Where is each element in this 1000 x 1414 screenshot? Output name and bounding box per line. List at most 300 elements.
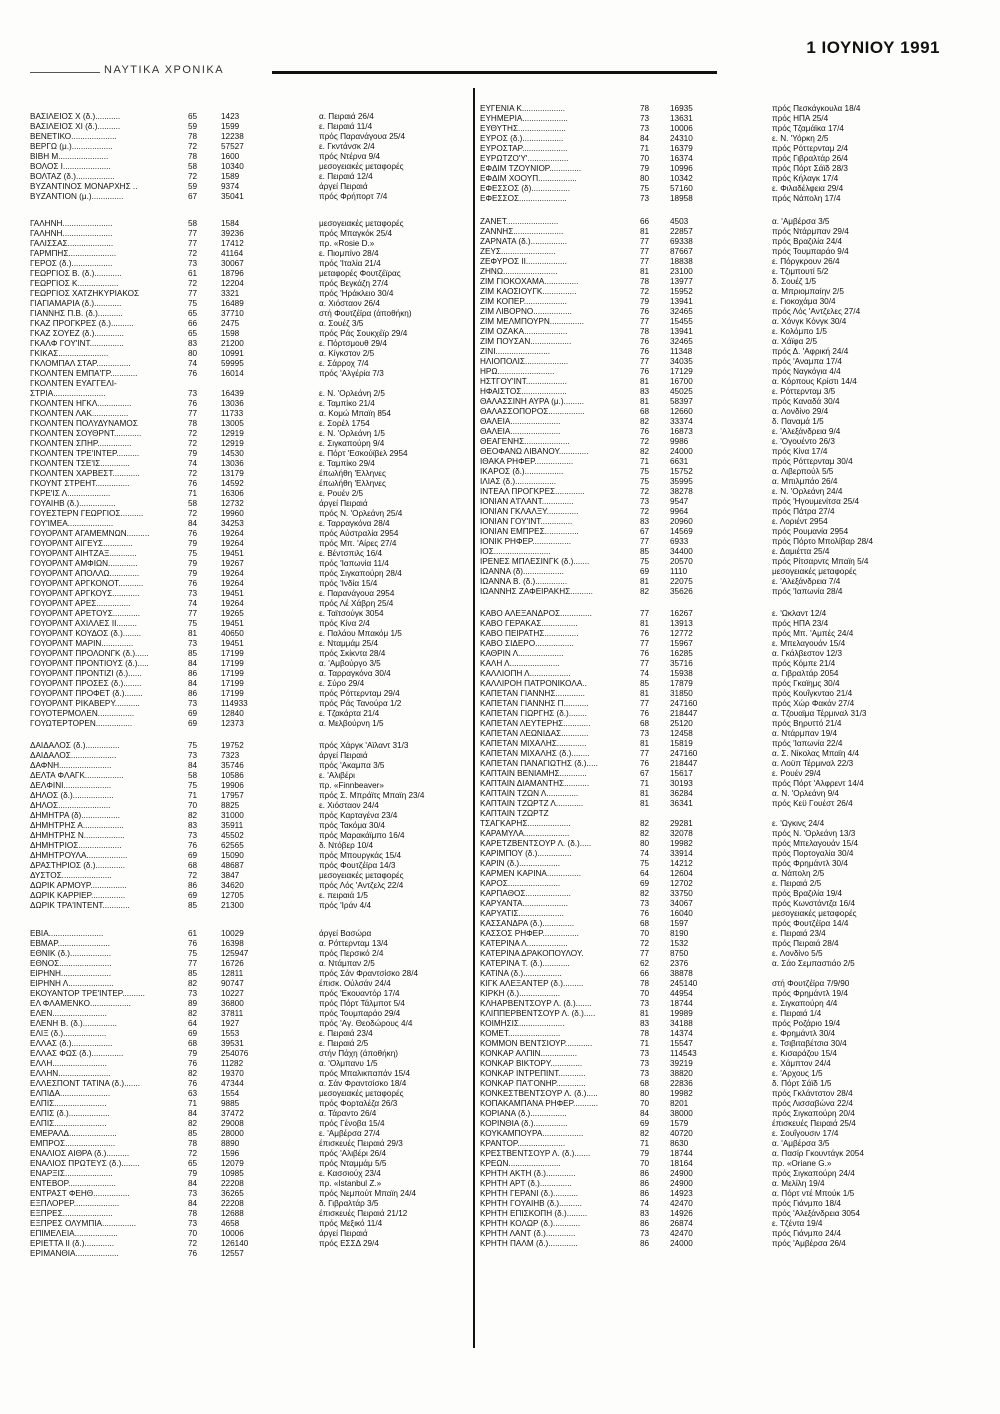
tonnage: 35041 bbox=[221, 192, 244, 201]
position-note: πρός Κωνστάντζα 16/4 bbox=[772, 899, 856, 908]
position-note: πρός Βραζιλία 24/4 bbox=[772, 237, 843, 246]
position-note: μεσογειακές μεταφορές bbox=[319, 1089, 404, 1098]
position-note: πρός Πόρτο Μπολίβαρ 28/4 bbox=[772, 537, 874, 546]
position-note: πρός Φουτζέϊρα 14/3 bbox=[319, 861, 396, 870]
ship-row bbox=[480, 257, 950, 267]
ship-row bbox=[480, 1079, 950, 1089]
tonnage: 8750 bbox=[670, 949, 689, 958]
tonnage: 14926 bbox=[670, 1209, 693, 1218]
tonnage: 34188 bbox=[670, 1019, 693, 1028]
ship-block bbox=[480, 104, 950, 204]
build-year: 77 bbox=[640, 749, 650, 758]
position-note: άργεί Πειραιά bbox=[319, 182, 368, 191]
tonnage: 12688 bbox=[221, 1209, 244, 1218]
build-year: 84 bbox=[188, 519, 198, 528]
ship-name: ΓΚΑΛΦ ΓΟΥ'ΙΝΤ............... bbox=[30, 339, 124, 348]
tonnage: 15938 bbox=[670, 669, 693, 678]
build-year: 59 bbox=[188, 122, 198, 131]
tonnage: 12772 bbox=[670, 629, 693, 638]
position-note: ε. Πειραιά 1/4 bbox=[772, 1009, 822, 1018]
build-year: 77 bbox=[188, 239, 198, 248]
position-note: πρός Ρίτσαρντς Μπαϊη 5/4 bbox=[772, 557, 869, 566]
tonnage: 1110 bbox=[670, 567, 687, 576]
build-year: 81 bbox=[640, 739, 650, 748]
ship-row bbox=[30, 122, 500, 132]
tonnage: 16285 bbox=[670, 649, 693, 658]
ship-row bbox=[30, 881, 500, 891]
tonnage: 18796 bbox=[221, 269, 244, 278]
ship-name: ΚΡΗΤΗ ΑΚΤΗ (δ.)............. bbox=[480, 1169, 576, 1178]
build-year: 69 bbox=[188, 709, 198, 718]
position-note: πρός Μαρακάϊμπο 16/4 bbox=[319, 831, 405, 840]
build-year: 82 bbox=[188, 811, 198, 820]
ship-name: ΘΕΟΦΑΝΩ ΛΙΒΑΝΟΥ............. bbox=[480, 447, 589, 456]
tonnage: 13005 bbox=[221, 419, 244, 428]
tonnage: 13036 bbox=[221, 459, 244, 468]
position-note: πρός 'Αλγέρία 7/3 bbox=[319, 369, 384, 378]
tonnage: 34067 bbox=[670, 899, 693, 908]
tonnage: 36284 bbox=[670, 789, 693, 798]
tonnage: 14569 bbox=[670, 527, 693, 536]
ship-row bbox=[480, 1199, 950, 1209]
ship-name: ΓΚΙΚΑΣ...................... bbox=[30, 349, 109, 358]
position-note: πρός Σκίκντα 28/4 bbox=[319, 649, 386, 658]
build-year: 83 bbox=[188, 821, 198, 830]
position-note: πρός Μπαλικπαπάν 15/4 bbox=[319, 1069, 411, 1078]
ship-name: ΒΟΛΟΣ Ι..................... bbox=[30, 162, 111, 171]
tonnage: 12705 bbox=[221, 891, 244, 900]
tonnage: 26874 bbox=[670, 1219, 693, 1228]
ship-name: ΖΕΦΥΡΟΣ ΙΙ.................. bbox=[480, 257, 567, 266]
ship-name: ΚΑΠΕΤΑΝ ΜΙΧΑΛΗΣ (δ.)........ bbox=[480, 749, 590, 758]
ship-name: ΓΟΥΟΡΛΝΤ ΑΙΗΤΖΑΞ............ bbox=[30, 549, 137, 558]
build-year: 65 bbox=[188, 1159, 198, 1168]
position-note: ε. Ταμπίκο 21/4 bbox=[319, 399, 375, 408]
build-year: 73 bbox=[640, 1059, 650, 1068]
position-note: α. Ρόττερνταμ 13/4 bbox=[319, 939, 388, 948]
position-note: α. Πασίρ Γκουντάγκ 2054 bbox=[772, 1149, 864, 1158]
position-note: ε. Μπελαγουάν 15/4 bbox=[772, 639, 846, 648]
position-note: ε. Πειραιά 2/5 bbox=[319, 1039, 369, 1048]
build-year: 75 bbox=[188, 299, 198, 308]
ship-row bbox=[480, 497, 950, 507]
ship-name: ΚΑΡΕΤΖΒΕΝΤΣΟΥΡ Λ. (δ.)..... bbox=[480, 839, 592, 848]
position-note: πρός 'Ινδία 15/4 bbox=[319, 579, 378, 588]
position-note: ε. Τσιβιταβέτσια 30/4 bbox=[772, 1039, 847, 1048]
build-year: 79 bbox=[188, 1169, 198, 1178]
tonnage: 1927 bbox=[221, 1019, 240, 1028]
position-note: πρός Κήλαγκ 17/4 bbox=[772, 174, 839, 183]
ship-name: ΕΙΡΗΝΗ Λ.................... bbox=[30, 979, 114, 988]
ship-name: ΕΡΙΜΑΝΘΙΑ................... bbox=[30, 1249, 119, 1258]
build-year: 76 bbox=[640, 709, 650, 718]
build-year: 69 bbox=[640, 1119, 650, 1128]
build-year: 77 bbox=[640, 609, 650, 618]
ship-name: ΓΟΥΟΡΛΝΤ ΠΡΟΦΕΤ (δ.)........ bbox=[30, 689, 143, 698]
ship-row bbox=[480, 417, 950, 427]
ship-name: ΓΚΟΛΝΤΕΝ ΛΑΚ................ bbox=[30, 409, 129, 418]
ship-name: ΚΟΝΚΕΣΤΒΕΝΤΣΟΥΡ Λ. (δ.)..... bbox=[480, 1089, 598, 1098]
ship-name: ΚΟΝΚΑΡ ΑΛΠΙΝ................ bbox=[480, 1049, 577, 1058]
position-note: πρός Μπ. 'Αμπές 24/4 bbox=[772, 629, 854, 638]
build-year: 76 bbox=[640, 347, 650, 356]
ship-name: ΕΥΡΟΣΤΑΡ.................... bbox=[480, 144, 568, 153]
ship-name: ΚΑΠΤΑΙΝ ΤΖΩΡΤΖ Λ............ bbox=[480, 799, 584, 808]
build-year: 76 bbox=[640, 909, 650, 918]
tonnage: 16306 bbox=[221, 489, 244, 498]
ship-row bbox=[480, 829, 950, 839]
ship-row bbox=[480, 184, 950, 194]
build-year: 85 bbox=[188, 1129, 198, 1138]
ship-block bbox=[480, 217, 950, 597]
tonnage: 9964 bbox=[670, 507, 689, 516]
tonnage: 14374 bbox=[670, 1029, 693, 1038]
build-year: 82 bbox=[188, 1009, 198, 1018]
ship-name: ΕΛΛΕΣΠΟΝΤ ΤΑΤΙΝΑ (δ.)....... bbox=[30, 1079, 141, 1088]
ship-row bbox=[30, 549, 500, 559]
ship-row bbox=[480, 587, 950, 597]
ship-row bbox=[30, 359, 500, 369]
ship-row bbox=[30, 379, 500, 389]
position-note: πρός Κίνα 2/4 bbox=[319, 619, 370, 628]
build-year: 89 bbox=[188, 999, 198, 1008]
ship-name: ΖΙΝΙ........................ bbox=[480, 347, 551, 356]
position-note: έπωλήθη 'Ελληνες bbox=[319, 469, 386, 478]
ship-row bbox=[30, 709, 500, 719]
ship-name: ΖΙΜ ΠΟΥΣΑΝ.................. bbox=[480, 337, 572, 346]
ship-name: ΓΟΥΟΡΛΝΤ ΜΑΡΙΝ.............. bbox=[30, 639, 134, 648]
tonnage: 34400 bbox=[670, 547, 693, 556]
ship-row bbox=[30, 891, 500, 901]
tonnage: 37472 bbox=[221, 1109, 244, 1118]
ship-name: ΓΟΥ'ΙΜΕΑ.................... bbox=[30, 519, 114, 528]
ship-row bbox=[480, 277, 950, 287]
build-year: 71 bbox=[640, 779, 650, 788]
ship-row bbox=[480, 174, 950, 184]
ship-name: ΚΡΗΤΗ ΕΠΙΣΚΟΠΗ (δ.)......... bbox=[480, 1209, 588, 1218]
build-year: 76 bbox=[640, 759, 650, 768]
build-year: 74 bbox=[640, 849, 650, 858]
position-note: πρός Ντέρνα 9/4 bbox=[319, 152, 381, 161]
ship-row bbox=[480, 297, 950, 307]
position-note: α. Κομώ Μπαϊη 854 bbox=[319, 409, 391, 418]
ship-name: ΓΟΥΟΡΛΝΤ ΡΙΚΑΒΕΡΥ........... bbox=[30, 699, 140, 708]
ship-name: ΚΡΗΤΗ ΠΑΛΜ (δ.)............. bbox=[480, 1239, 578, 1248]
ship-row bbox=[30, 969, 500, 979]
tonnage: 40650 bbox=[221, 629, 244, 638]
ship-name: ΓΟΥΟΡΛΝΤ ΠΡΟΝΤΙΟΥΣ (δ.)..... bbox=[30, 659, 149, 668]
build-year: 77 bbox=[188, 609, 198, 618]
ship-row bbox=[30, 539, 500, 549]
ship-row bbox=[480, 1039, 950, 1049]
build-year: 70 bbox=[640, 929, 650, 938]
tonnage: 19264 bbox=[221, 579, 244, 588]
ship-row bbox=[480, 104, 950, 114]
ship-row bbox=[30, 679, 500, 689]
ship-row bbox=[480, 629, 950, 639]
ship-row bbox=[480, 427, 950, 437]
build-year: 75 bbox=[640, 467, 650, 476]
position-note: στή Φουτζέϊρα 7/9/90 bbox=[772, 979, 850, 988]
build-year: 74 bbox=[188, 599, 198, 608]
position-note: πρός 'Ιαπωνία 11/4 bbox=[319, 559, 389, 568]
tonnage: 16379 bbox=[670, 144, 693, 153]
ship-row bbox=[30, 989, 500, 999]
ship-row bbox=[480, 1139, 950, 1149]
build-year: 80 bbox=[188, 349, 198, 358]
build-year: 81 bbox=[640, 799, 650, 808]
ship-row bbox=[480, 217, 950, 227]
ship-name: ΙΡΕΝΕΣ ΜΠΛΕΣΙΝΓΚ (δ.)....... bbox=[480, 557, 590, 566]
tonnage: 3321 bbox=[221, 289, 240, 298]
position-note: πρός Ρόττερνταμ 2/4 bbox=[772, 144, 849, 153]
build-year: 79 bbox=[640, 164, 650, 173]
tonnage: 12811 bbox=[221, 969, 244, 978]
position-note: πρ. «Oriane G.» bbox=[772, 1159, 832, 1168]
ship-row bbox=[480, 869, 950, 879]
build-year: 75 bbox=[640, 557, 650, 566]
tonnage: 34620 bbox=[221, 881, 244, 890]
ship-name: ΓΕΩΡΓΙΟΣ ΧΑΤΖΗΚΥΡΙΑΚΟΣ bbox=[30, 289, 140, 298]
build-year: 76 bbox=[188, 529, 198, 538]
ship-name: ΚΑΒΟ ΓΕΡΑΚΑΣ................ bbox=[480, 619, 578, 628]
position-note: ε. Ν. 'Ορλεάνη 2/5 bbox=[319, 389, 385, 398]
tonnage: 19265 bbox=[221, 609, 244, 618]
ship-row bbox=[480, 749, 950, 759]
build-year: 79 bbox=[188, 1049, 198, 1058]
position-note: πρός Ρουμανία 2954 bbox=[772, 527, 849, 536]
ship-row bbox=[480, 649, 950, 659]
build-year: 78 bbox=[640, 277, 650, 286]
tonnage: 15952 bbox=[670, 287, 693, 296]
tonnage: 30067 bbox=[221, 259, 244, 268]
position-note: μεσογειακές μεταφορές bbox=[772, 567, 857, 576]
ship-row bbox=[30, 699, 500, 709]
tonnage: 1599 bbox=[221, 122, 240, 131]
ship-name: ΚΙΓΚ ΑΛΕΞΑΝΤΕΡ (δ.)......... bbox=[480, 979, 584, 988]
tonnage: 38878 bbox=[670, 969, 693, 978]
ship-row bbox=[480, 114, 950, 124]
build-year: 84 bbox=[188, 761, 198, 770]
position-note: α. Ν. 'Ορλεάνη 9/4 bbox=[772, 789, 839, 798]
ship-row bbox=[30, 579, 500, 589]
position-note: πρός Τακόμα 30/4 bbox=[319, 821, 385, 830]
tonnage: 10006 bbox=[221, 1229, 244, 1238]
position-note: α. Λονδίνο 29/4 bbox=[772, 407, 829, 416]
position-note: α. Μελίλη 19/4 bbox=[772, 1179, 825, 1188]
ship-row bbox=[30, 529, 500, 539]
build-year: 68 bbox=[640, 719, 650, 728]
build-year: 78 bbox=[188, 419, 198, 428]
build-year: 67 bbox=[640, 527, 650, 536]
ship-row bbox=[480, 789, 950, 799]
position-note: πρός Κεϋ Γουέστ 26/4 bbox=[772, 799, 853, 808]
tonnage: 33374 bbox=[670, 417, 693, 426]
build-year: 69 bbox=[640, 879, 650, 888]
ship-row bbox=[30, 192, 500, 202]
ship-row bbox=[480, 1219, 950, 1229]
tonnage: 19752 bbox=[221, 741, 244, 750]
ship-name: ΚΑΠΤΑΙΝ ΤΖΩΡΤΖ bbox=[480, 809, 549, 818]
tonnage: 16267 bbox=[670, 609, 693, 618]
ship-row bbox=[30, 629, 500, 639]
build-year: 85 bbox=[188, 901, 198, 910]
ship-row bbox=[30, 1159, 500, 1169]
tonnage: 1597 bbox=[670, 919, 689, 928]
ship-row bbox=[480, 144, 950, 154]
position-note: πρός Πεσκάγκουλα 18/4 bbox=[772, 104, 861, 113]
tonnage: 16374 bbox=[670, 154, 693, 163]
ship-row bbox=[480, 517, 950, 527]
ship-name: ΙΩΑΝΝΗΣ ΖΑΦΕΙΡΑΚΗΣ.......... bbox=[480, 587, 593, 596]
ship-name: ΙΩΑΝΝΑ (δ).................. bbox=[480, 567, 564, 576]
ship-name: ΘΑΛΑΣΣΙΝΗ ΑΥΡΑ (μ.)......... bbox=[480, 397, 585, 406]
ship-name: ΕΠΙΜΕΛΕΙΑ................... bbox=[30, 1229, 118, 1238]
position-note: ε. Πειραιά 12/4 bbox=[319, 172, 373, 181]
build-year: 76 bbox=[188, 1079, 198, 1088]
ship-row bbox=[480, 719, 950, 729]
tonnage: 1532 bbox=[670, 939, 689, 948]
tonnage: 18958 bbox=[670, 194, 693, 203]
tonnage: 114933 bbox=[221, 699, 248, 708]
build-year: 71 bbox=[640, 1139, 650, 1148]
position-note: ε. Τζακάρτα 21/4 bbox=[319, 709, 380, 718]
position-note: α. Μπιλμπάο 26/4 bbox=[772, 477, 838, 486]
ship-row bbox=[480, 979, 950, 989]
ship-name: ΓΚΑΖ ΠΡΟΓΚΡΕΣ (δ.).......... bbox=[30, 319, 134, 328]
ship-name: ΕΛΛΑΣ ΦΩΣ (δ.).............. bbox=[30, 1049, 124, 1058]
position-note: πρός Λέ Χάβρη 25/4 bbox=[319, 599, 394, 608]
build-year: 73 bbox=[188, 1189, 198, 1198]
ship-row bbox=[480, 477, 950, 487]
tonnage: 10586 bbox=[221, 771, 244, 780]
build-year: 76 bbox=[640, 307, 650, 316]
tonnage: 23100 bbox=[670, 267, 693, 276]
tonnage: 1598 bbox=[221, 329, 240, 338]
build-year: 84 bbox=[188, 1179, 198, 1188]
tonnage: 15617 bbox=[670, 769, 693, 778]
ship-row bbox=[30, 861, 500, 871]
build-year: 71 bbox=[188, 489, 198, 498]
ship-name: ΓΕΩΡΓΙΟΣ Β. (δ.)............ bbox=[30, 269, 122, 278]
ship-name: ΓΚΟΛΝΤΕΝ ΕΥΑΓΓΕΛΙ- bbox=[30, 379, 117, 388]
tonnage: 10342 bbox=[670, 174, 693, 183]
build-year: 82 bbox=[640, 819, 650, 828]
tonnage: 15547 bbox=[670, 1039, 693, 1048]
position-note: πρός Ράς Σουκχέϊρ 29/4 bbox=[319, 329, 408, 338]
build-year: 70 bbox=[640, 1159, 650, 1168]
build-year: 58 bbox=[188, 499, 198, 508]
position-note: πρός Ν. 'Ορλεάνη 13/3 bbox=[772, 829, 856, 838]
build-year: 71 bbox=[640, 144, 650, 153]
ship-row bbox=[30, 172, 500, 182]
build-year: 82 bbox=[640, 417, 650, 426]
ship-name: ΓΚΟΛΝΤΕΝ ΣΠΗΡ............... bbox=[30, 439, 132, 448]
ship-name: ΕΛΕΝΗ Β. (δ.)............... bbox=[30, 1019, 117, 1028]
ship-name: ΚΑΤΙΝΑ (δ.)................. bbox=[480, 969, 562, 978]
build-year: 77 bbox=[640, 317, 650, 326]
ship-name: ΒΕΝΕΤΙΚΟ.................... bbox=[30, 132, 117, 141]
tonnage: 19906 bbox=[221, 781, 244, 790]
position-note: πρός Γιάνμπο 24/4 bbox=[772, 1229, 841, 1238]
ship-row bbox=[30, 639, 500, 649]
tonnage: 16398 bbox=[221, 939, 244, 948]
position-note: πρός 'Αμβέρσα 26/4 bbox=[772, 1239, 846, 1248]
ship-name: ΖΑΡΝΑΤΑ (δ.)................ bbox=[480, 237, 568, 246]
tonnage: 57160 bbox=[670, 184, 693, 193]
ship-row bbox=[30, 1029, 500, 1039]
ship-row bbox=[480, 447, 950, 457]
position-note: πρός 'Ιταλία 21/4 bbox=[319, 259, 381, 268]
ship-row bbox=[480, 337, 950, 347]
build-year: 81 bbox=[640, 789, 650, 798]
position-note: πρός Μπ. 'Αίρες 27/4 bbox=[319, 539, 397, 548]
build-year: 77 bbox=[640, 247, 650, 256]
position-note: α. Χάϊφα 2/5 bbox=[772, 337, 817, 346]
ship-row bbox=[30, 901, 500, 911]
position-note: πρός Νάπολη 17/4 bbox=[772, 194, 841, 203]
ship-row bbox=[480, 769, 950, 779]
ship-name: ΕΜΕΡΑΛΔ..................... bbox=[30, 1129, 117, 1138]
ship-name: ΙΟΝΙΚ ΡΗΦΕΡ................. bbox=[480, 537, 572, 546]
ship-name: ΕΞΠΡΕΣ ΟΛΥΜΠΙΑ............... bbox=[30, 1219, 137, 1228]
ship-row bbox=[30, 1119, 500, 1129]
build-year: 77 bbox=[188, 959, 198, 968]
build-year: 79 bbox=[640, 1149, 650, 1158]
position-note: πρός 'Αλιβέρι 26/4 bbox=[319, 1149, 387, 1158]
tonnage: 218447 bbox=[670, 759, 698, 768]
build-year: 68 bbox=[188, 1039, 198, 1048]
build-year: 84 bbox=[640, 1109, 650, 1118]
ship-name: ΙΟΣ......................... bbox=[480, 547, 551, 556]
build-year: 83 bbox=[188, 339, 198, 348]
ship-name: ΚΟΝΚΑΡ ΠΑ'ΓΟΝΗΡ............. bbox=[480, 1079, 586, 1088]
ship-name: ΔΗΛΟΣ (δ.).................. bbox=[30, 791, 114, 800]
tonnage: 10991 bbox=[221, 349, 244, 358]
tonnage: 34253 bbox=[221, 519, 244, 528]
ship-name: ΚΑΡΠΑΘΟΣ.................... bbox=[480, 889, 571, 898]
ship-row bbox=[480, 609, 950, 619]
ship-name: ΔΩΡΙΚ ΑΡΜΟΥΡ................ bbox=[30, 881, 127, 890]
tonnage: 18744 bbox=[670, 999, 693, 1008]
position-note: πρός Λός 'Αντζελς 22/4 bbox=[319, 881, 404, 890]
position-note: πρός Γκαϊημς 30/4 bbox=[772, 679, 840, 688]
ship-name: ΕΞΠΡΕΣ...................... bbox=[30, 1209, 113, 1218]
ship-name: ΓΟΥΩΤΕΡΤΟΡΕΝ................ bbox=[30, 719, 133, 728]
ship-row bbox=[480, 959, 950, 969]
ship-name: ΚΑΛΛΙΟΠΗ Λ.................. bbox=[480, 669, 571, 678]
tonnage: 17199 bbox=[221, 669, 244, 678]
ship-name: ΚΑΠΕΤΑΝ ΓΙΑΝΝΗΣ............. bbox=[480, 689, 585, 698]
tonnage: 12604 bbox=[670, 869, 693, 878]
tonnage: 4658 bbox=[221, 1219, 240, 1228]
position-note: ε. Πιομπίνο 28/4 bbox=[319, 249, 379, 258]
build-year: 75 bbox=[640, 859, 650, 868]
position-note: πρός 'Ιράν 4/4 bbox=[319, 901, 372, 910]
ship-name: ΗΣΤΓΟΥ'ΙΝΤ.................. bbox=[480, 377, 567, 386]
position-note: δ. Γιβραλτάρ 3/5 bbox=[319, 1199, 379, 1208]
position-note: πρός Γένοβα 15/4 bbox=[319, 1119, 385, 1128]
position-note: πρός Ντάρμπαν 29/4 bbox=[772, 227, 849, 236]
build-year: 78 bbox=[188, 1139, 198, 1148]
ship-row bbox=[480, 889, 950, 899]
build-year: 71 bbox=[640, 457, 650, 466]
ship-row bbox=[30, 112, 500, 122]
ship-name: ΖΙΜ ΓΙΟΚΟΧΑΜΑ............... bbox=[480, 277, 579, 286]
position-note: ε. Δαμιέττα 25/4 bbox=[772, 547, 830, 556]
build-year: 73 bbox=[188, 699, 198, 708]
ship-name: ΕΞΠΛΟΡΕΡ.................... bbox=[30, 1199, 120, 1208]
